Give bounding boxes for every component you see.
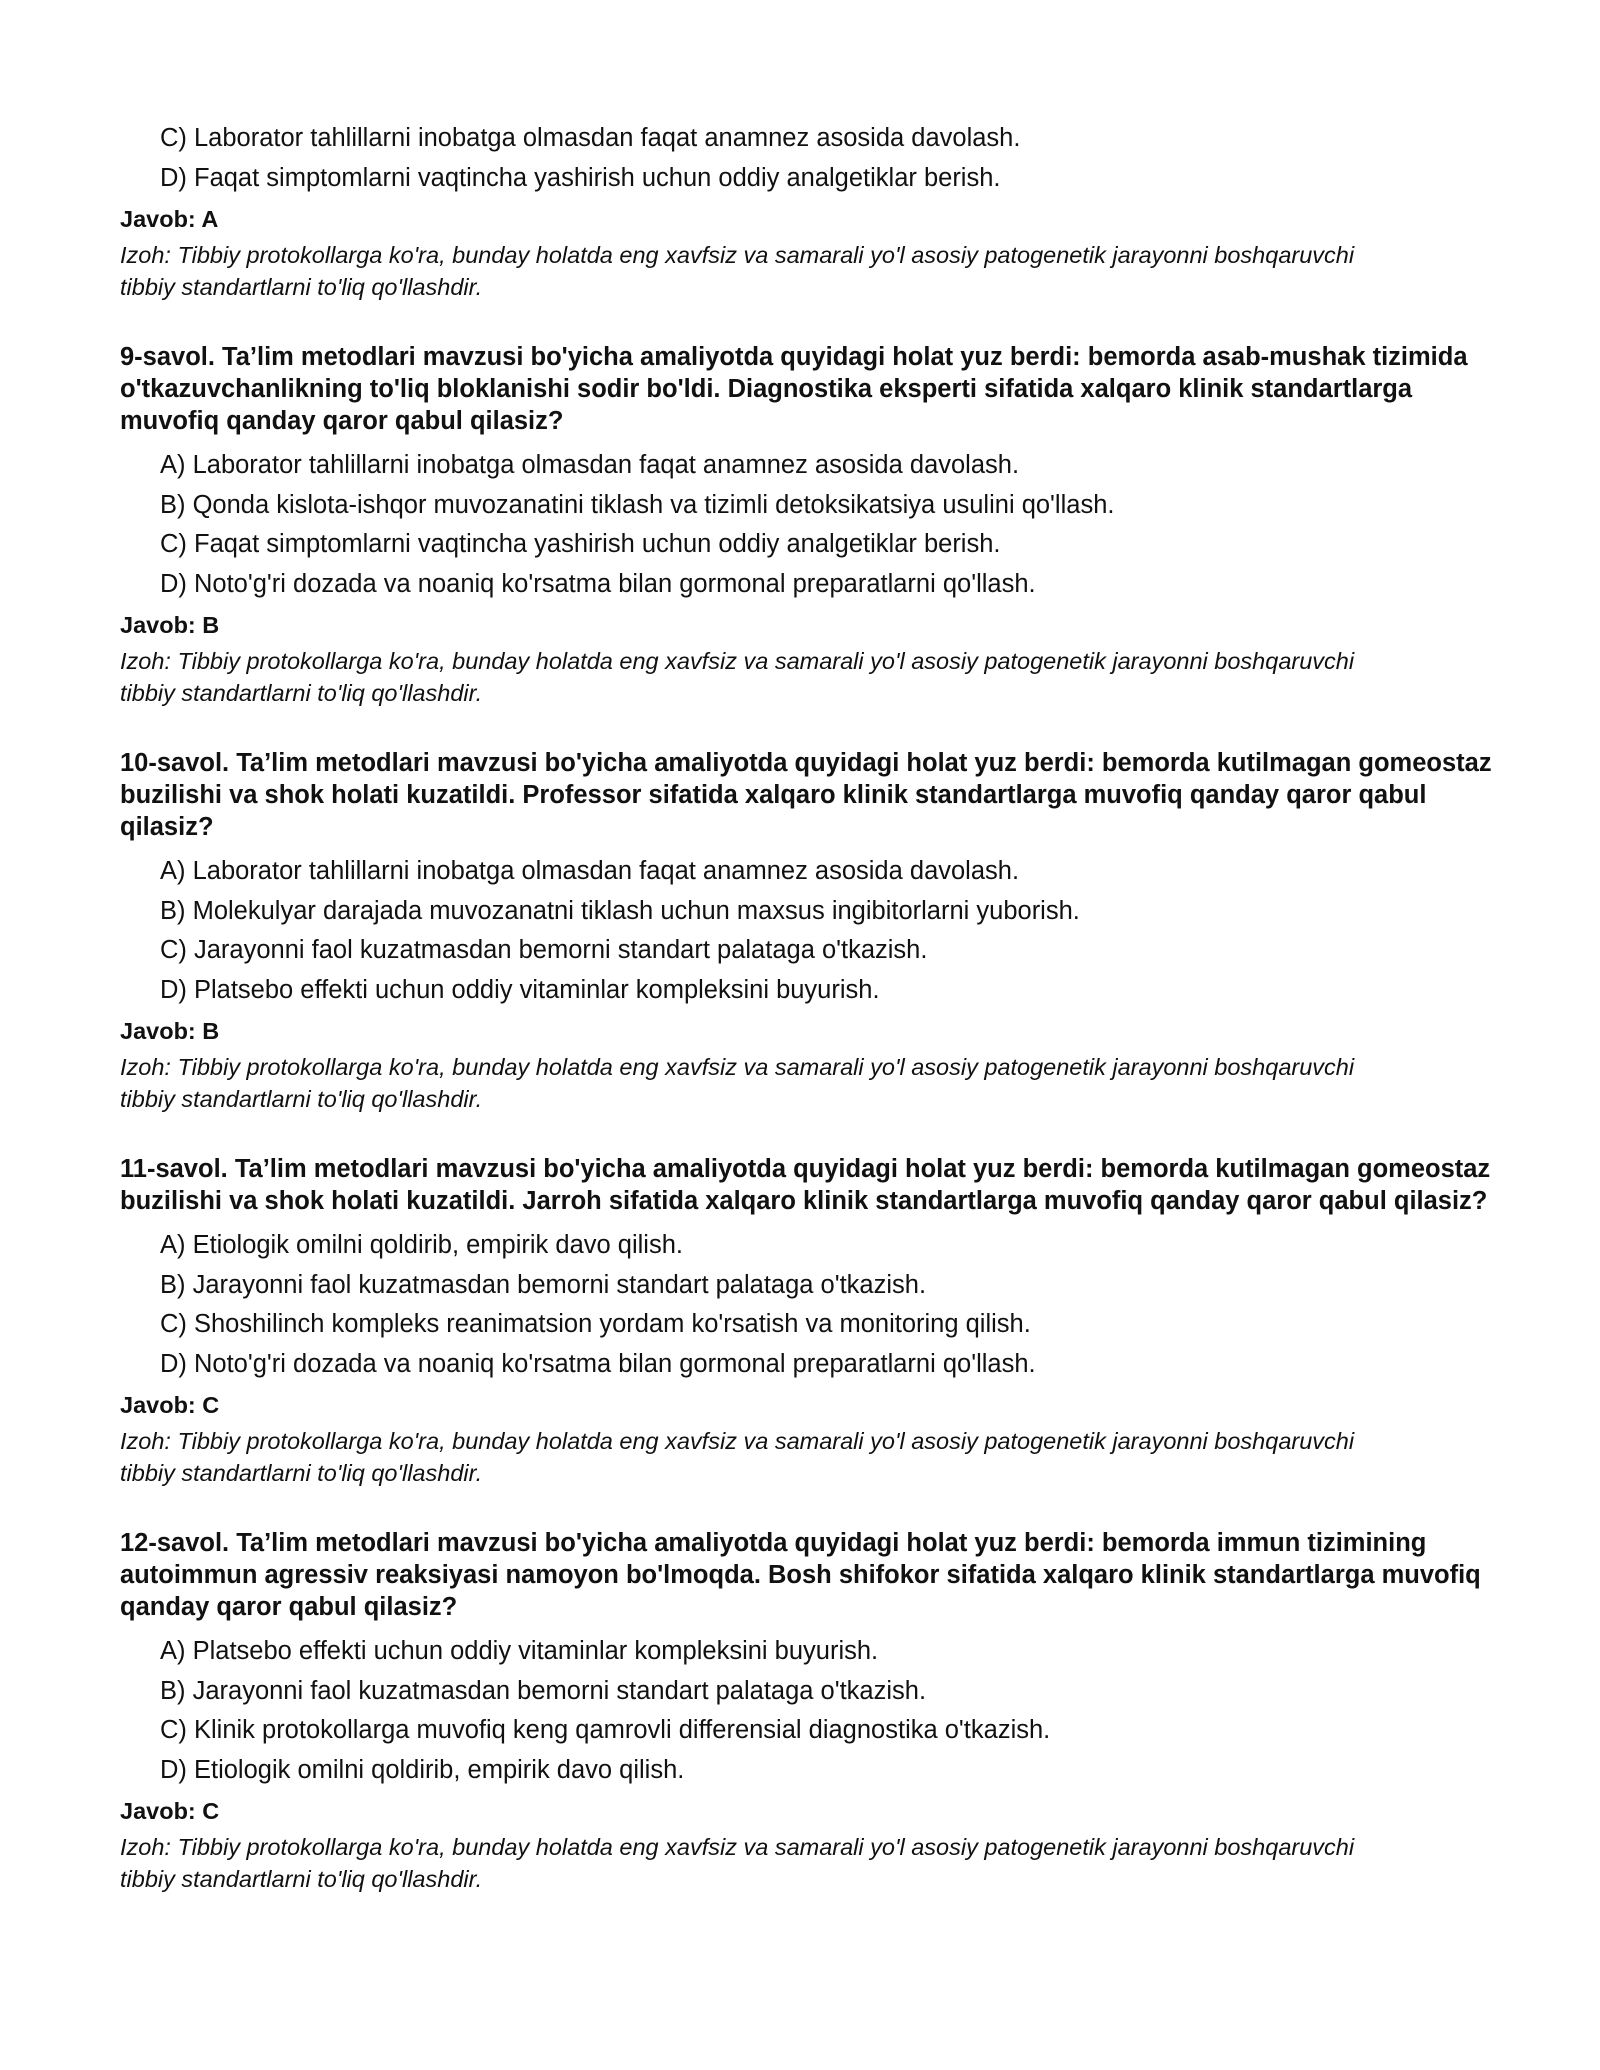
answer-label: Javob: B <box>120 612 220 638</box>
explanation-note: Izoh: Tibbiy protokollarga ko'ra, bunday holatda eng xavfsiz va samarali yo'l asosiy patogenetik jarayonni boshqaruvchi tibbiy standartlarni to'liq qo'llashdir. <box>120 242 1355 300</box>
document-page <box>120 119 1500 1895</box>
answer-label: Javob: C <box>120 1798 220 1824</box>
option-d: D) Noto'g'ri dozada va noaniq ko'rsatma bilan gormonal preparatlarni qo'llash. <box>160 569 1036 598</box>
answer-label: Javob: A <box>120 206 219 232</box>
option-d: D) Platsebo effekti uchun oddiy vitaminlar kompleksini buyurish. <box>160 975 880 1004</box>
explanation-note: Izoh: Tibbiy protokollarga ko'ra, bunday holatda eng xavfsiz va samarali yo'l asosiy patogenetik jarayonni boshqaruvchi tibbiy standartlarni to'liq qo'llashdir. <box>120 1428 1355 1486</box>
explanation-note: Izoh: Tibbiy protokollarga ko'ra, bunday holatda eng xavfsiz va samarali yo'l asosiy patogenetik jarayonni boshqaruvchi tibbiy standartlarni to'liq qo'llashdir. <box>120 648 1355 706</box>
answer-label: Javob: B <box>120 1018 220 1044</box>
question-10 <box>120 747 1500 1115</box>
option-a: A) Laborator tahlillarni inobatga olmasdan faqat anamnez asosida davolash. <box>160 857 1020 885</box>
option-d: D) Etiologik omilni qoldirib, empirik davo qilish. <box>160 1755 685 1784</box>
option-c: C) Faqat simptomlarni vaqtincha yashirish uchun oddiy analgetiklar berish. <box>160 530 1001 558</box>
explanation-note: Izoh: Tibbiy protokollarga ko'ra, bunday holatda eng xavfsiz va samarali yo'l asosiy patogenetik jarayonni boshqaruvchi tibbiy standartlarni to'liq qo'llashdir. <box>120 1054 1355 1112</box>
question-12 <box>120 1527 1500 1895</box>
question-text: 11-savol. Ta’lim metodlari mavzusi bo'yicha amaliyotda quyidagi holat yuz berdi: bemorda kutilmagan gomeostaz buzilishi va shok holati kuzatildi. Jarroh sifatida xalqaro klinik standartlarga muvofiq qanday qaror qabul qilasiz? <box>120 1155 1491 1215</box>
option-c: C) Laborator tahlillarni inobatga olmasdan faqat anamnez asosida davolash. <box>160 124 1021 152</box>
question-8-continuation <box>120 119 1500 303</box>
option-c: C) Jarayonni faol kuzatmasdan bemorni standart palataga o'tkazish. <box>160 936 928 964</box>
option-a: A) Etiologik omilni qoldirib, empirik davo qilish. <box>160 1231 683 1259</box>
option-b: B) Qonda kislota-ishqor muvozanatini tiklash va tizimli detoksikatsiya usulini qo'llash. <box>160 490 1115 519</box>
answer-label: Javob: C <box>120 1392 220 1418</box>
option-b: B) Jarayonni faol kuzatmasdan bemorni standart palataga o'tkazish. <box>160 1270 927 1299</box>
question-text: 12-savol. Ta’lim metodlari mavzusi bo'yicha amaliyotda quyidagi holat yuz berdi: bemorda immun tizimining autoimmun agressiv reaksiyasi namoyon bo'lmoqda. Bosh shifokor sifatida xalqaro klinik standartlarga muvofiq qanday qaror qabul qilasiz? <box>120 1529 1481 1621</box>
question-11 <box>120 1153 1500 1489</box>
question-text: 9-savol. Ta’lim metodlari mavzusi bo'yicha amaliyotda quyidagi holat yuz berdi: bemorda asab-mushak tizimida o'tkazuvchanlikning to'liq bloklanishi sodir bo'ldi. Diagnostika eksperti sifatida xalqaro klinik standartlarga muvofiq qanday qaror qabul qilasiz? <box>120 343 1468 435</box>
option-c: C) Klinik protokollarga muvofiq keng qamrovli differensial diagnostika o'tkazish. <box>160 1716 1051 1744</box>
question-text: 10-savol. Ta’lim metodlari mavzusi bo'yicha amaliyotda quyidagi holat yuz berdi: bemorda kutilmagan gomeostaz buzilishi va shok holati kuzatildi. Professor sifatida xalqaro klinik standartlarga muvofiq qanday qaror qabul qilasiz? <box>120 749 1492 841</box>
explanation-note: Izoh: Tibbiy protokollarga ko'ra, bunday holatda eng xavfsiz va samarali yo'l asosiy patogenetik jarayonni boshqaruvchi tibbiy standartlarni to'liq qo'llashdir. <box>120 1834 1355 1892</box>
option-d: D) Noto'g'ri dozada va noaniq ko'rsatma bilan gormonal preparatlarni qo'llash. <box>160 1349 1036 1378</box>
question-9 <box>120 341 1500 709</box>
option-b: B) Jarayonni faol kuzatmasdan bemorni standart palataga o'tkazish. <box>160 1676 927 1705</box>
option-a: A) Laborator tahlillarni inobatga olmasdan faqat anamnez asosida davolash. <box>160 451 1020 479</box>
option-c: C) Shoshilinch kompleks reanimatsion yordam ko'rsatish va monitoring qilish. <box>160 1310 1031 1338</box>
option-b: B) Molekulyar darajada muvozanatni tiklash uchun maxsus ingibitorlarni yuborish. <box>160 896 1080 925</box>
option-d: D) Faqat simptomlarni vaqtincha yashirish uchun oddiy analgetiklar berish. <box>160 163 1001 192</box>
option-a: A) Platsebo effekti uchun oddiy vitaminlar kompleksini buyurish. <box>160 1637 879 1665</box>
